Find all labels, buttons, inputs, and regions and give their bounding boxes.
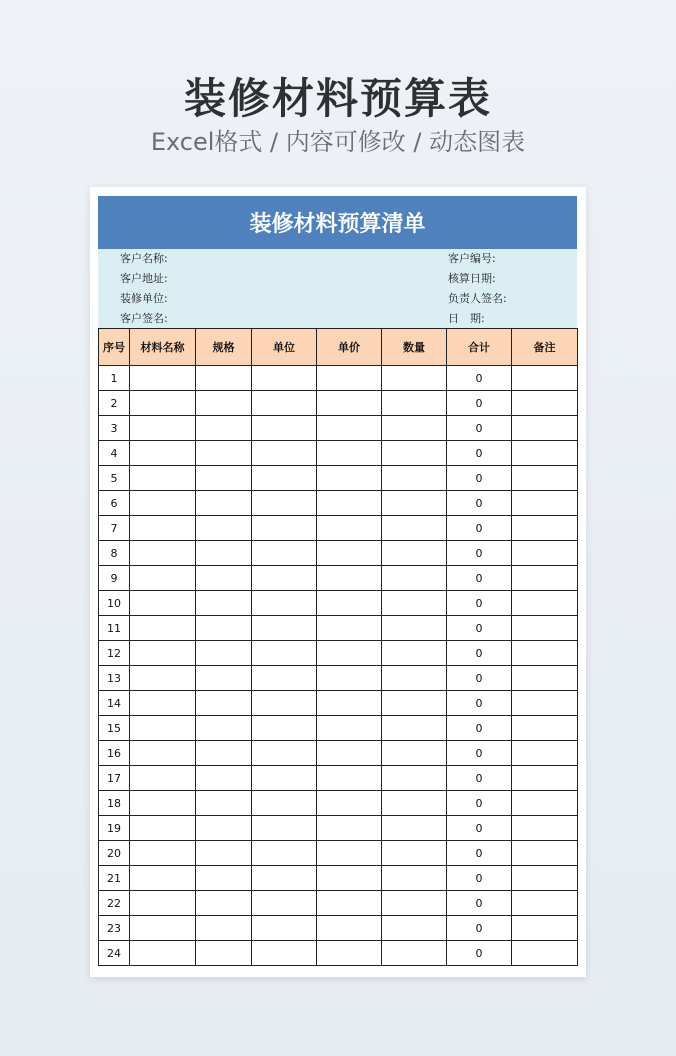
cell-material-name[interactable] [130, 666, 196, 691]
cell-material-name[interactable] [130, 391, 196, 416]
cell-total[interactable]: 0 [447, 541, 512, 566]
cell-total[interactable]: 0 [447, 741, 512, 766]
cell-quantity[interactable] [382, 866, 447, 891]
header-index: 序号 [99, 329, 130, 366]
cell-total[interactable]: 0 [447, 766, 512, 791]
info-row [98, 249, 577, 269]
cell-remarks[interactable] [512, 816, 578, 841]
info-row [98, 289, 577, 309]
header-spec: 规格 [196, 329, 252, 366]
cell-material-name[interactable] [130, 766, 196, 791]
customer-address-label: 客户地址: [120, 272, 168, 285]
cell-material-name[interactable] [130, 941, 196, 966]
cell-unit[interactable] [252, 591, 317, 616]
cell-total[interactable]: 0 [447, 841, 512, 866]
table-row [99, 916, 578, 941]
cell-material-name[interactable] [130, 616, 196, 641]
cell-unit-price[interactable] [317, 766, 382, 791]
cell-unit-price[interactable] [317, 566, 382, 591]
table-row [99, 491, 578, 516]
cell-total[interactable]: 0 [447, 591, 512, 616]
table-row [99, 641, 578, 666]
cell-unit-price[interactable] [317, 941, 382, 966]
cell-index: 1 [99, 366, 130, 391]
cell-unit[interactable] [252, 916, 317, 941]
header-unit: 单位 [252, 329, 317, 366]
cell-unit-price[interactable] [317, 591, 382, 616]
cell-unit-price[interactable] [317, 441, 382, 466]
cell-quantity[interactable] [382, 741, 447, 766]
cell-remarks[interactable] [512, 466, 578, 491]
cell-remarks[interactable] [512, 491, 578, 516]
cell-quantity[interactable] [382, 616, 447, 641]
cell-remarks[interactable] [512, 516, 578, 541]
table-row [99, 466, 578, 491]
cell-index: 7 [99, 516, 130, 541]
cell-spec[interactable] [196, 366, 252, 391]
cell-spec[interactable] [196, 916, 252, 941]
cell-remarks[interactable] [512, 416, 578, 441]
cell-total[interactable]: 0 [447, 391, 512, 416]
table-row [99, 716, 578, 741]
cell-index: 16 [99, 741, 130, 766]
cell-unit[interactable] [252, 641, 317, 666]
cell-spec[interactable] [196, 516, 252, 541]
cell-remarks[interactable] [512, 541, 578, 566]
cell-unit[interactable] [252, 541, 317, 566]
cell-unit-price[interactable] [317, 666, 382, 691]
cell-quantity[interactable] [382, 691, 447, 716]
cell-unit[interactable] [252, 741, 317, 766]
cell-unit-price[interactable] [317, 616, 382, 641]
table-row [99, 866, 578, 891]
cell-quantity[interactable] [382, 516, 447, 541]
cell-material-name[interactable] [130, 541, 196, 566]
cell-unit-price[interactable] [317, 866, 382, 891]
cell-material-name[interactable] [130, 891, 196, 916]
cell-quantity[interactable] [382, 566, 447, 591]
cell-unit-price[interactable] [317, 541, 382, 566]
cell-unit[interactable] [252, 716, 317, 741]
cell-remarks[interactable] [512, 591, 578, 616]
cell-total[interactable]: 0 [447, 466, 512, 491]
cell-quantity[interactable] [382, 466, 447, 491]
cell-unit-price[interactable] [317, 416, 382, 441]
cell-unit[interactable] [252, 866, 317, 891]
cell-unit-price[interactable] [317, 716, 382, 741]
header-unit-price: 单价 [317, 329, 382, 366]
cell-index: 5 [99, 466, 130, 491]
table-row [99, 616, 578, 641]
cell-remarks[interactable] [512, 741, 578, 766]
cell-total[interactable]: 0 [447, 366, 512, 391]
accounting-date-label: 核算日期: [448, 272, 496, 285]
cell-unit[interactable] [252, 616, 317, 641]
cell-unit[interactable] [252, 441, 317, 466]
cell-index: 13 [99, 666, 130, 691]
header-total: 合计 [447, 329, 512, 366]
cell-index: 21 [99, 866, 130, 891]
cell-total[interactable]: 0 [447, 566, 512, 591]
cell-total[interactable]: 0 [447, 716, 512, 741]
cell-unit-price[interactable] [317, 841, 382, 866]
cell-total[interactable]: 0 [447, 916, 512, 941]
cell-total[interactable]: 0 [447, 616, 512, 641]
cell-material-name[interactable] [130, 566, 196, 591]
cell-index: 11 [99, 616, 130, 641]
cell-remarks[interactable] [512, 441, 578, 466]
cell-remarks[interactable] [512, 666, 578, 691]
cell-remarks[interactable] [512, 891, 578, 916]
cell-unit-price[interactable] [317, 916, 382, 941]
info-row [98, 309, 577, 329]
table-row [99, 566, 578, 591]
cell-unit[interactable] [252, 366, 317, 391]
cell-unit-price[interactable] [317, 366, 382, 391]
cell-material-name[interactable] [130, 866, 196, 891]
cell-spec[interactable] [196, 541, 252, 566]
cell-unit-price[interactable] [317, 391, 382, 416]
cell-quantity[interactable] [382, 716, 447, 741]
cell-remarks[interactable] [512, 366, 578, 391]
cell-total[interactable]: 0 [447, 691, 512, 716]
cell-unit[interactable] [252, 466, 317, 491]
cell-unit[interactable] [252, 766, 317, 791]
cell-spec[interactable] [196, 691, 252, 716]
cell-quantity[interactable] [382, 916, 447, 941]
cell-material-name[interactable] [130, 916, 196, 941]
cell-remarks[interactable] [512, 641, 578, 666]
table-row [99, 891, 578, 916]
cell-index: 8 [99, 541, 130, 566]
cell-spec[interactable] [196, 766, 252, 791]
cell-remarks[interactable] [512, 566, 578, 591]
cell-material-name[interactable] [130, 591, 196, 616]
cell-material-name[interactable] [130, 841, 196, 866]
cell-index: 19 [99, 816, 130, 841]
cell-material-name[interactable] [130, 716, 196, 741]
table-row [99, 516, 578, 541]
table-row [99, 816, 578, 841]
cell-index: 18 [99, 791, 130, 816]
cell-spec[interactable] [196, 941, 252, 966]
cell-index: 12 [99, 641, 130, 666]
cell-remarks[interactable] [512, 791, 578, 816]
cell-remarks[interactable] [512, 841, 578, 866]
cell-index: 17 [99, 766, 130, 791]
cell-unit[interactable] [252, 666, 317, 691]
customer-signature-label: 客户签名: [120, 312, 168, 325]
cell-spec[interactable] [196, 416, 252, 441]
cell-material-name[interactable] [130, 366, 196, 391]
cell-remarks[interactable] [512, 766, 578, 791]
cell-unit[interactable] [252, 691, 317, 716]
cell-spec[interactable] [196, 491, 252, 516]
cell-index: 22 [99, 891, 130, 916]
cell-total[interactable]: 0 [447, 941, 512, 966]
cell-total[interactable]: 0 [447, 866, 512, 891]
cell-material-name[interactable] [130, 691, 196, 716]
cell-quantity[interactable] [382, 766, 447, 791]
budget-table [98, 328, 578, 966]
cell-unit[interactable] [252, 416, 317, 441]
cell-quantity[interactable] [382, 841, 447, 866]
cell-index: 20 [99, 841, 130, 866]
cell-remarks[interactable] [512, 691, 578, 716]
table-row [99, 691, 578, 716]
cell-unit[interactable] [252, 516, 317, 541]
cell-unit[interactable] [252, 816, 317, 841]
table-row [99, 791, 578, 816]
table-row [99, 666, 578, 691]
cell-quantity[interactable] [382, 441, 447, 466]
cell-total[interactable]: 0 [447, 441, 512, 466]
cell-spec[interactable] [196, 441, 252, 466]
cell-remarks[interactable] [512, 616, 578, 641]
cell-remarks[interactable] [512, 941, 578, 966]
cell-quantity[interactable] [382, 791, 447, 816]
cell-spec[interactable] [196, 466, 252, 491]
info-row [98, 269, 577, 289]
cell-unit-price[interactable] [317, 891, 382, 916]
spreadsheet-preview [90, 187, 586, 977]
cell-unit[interactable] [252, 891, 317, 916]
cell-material-name[interactable] [130, 416, 196, 441]
table-row [99, 766, 578, 791]
cell-quantity[interactable] [382, 391, 447, 416]
cell-unit-price[interactable] [317, 791, 382, 816]
cell-quantity[interactable] [382, 891, 447, 916]
cell-spec[interactable] [196, 666, 252, 691]
cell-total[interactable]: 0 [447, 491, 512, 516]
customer-id-label: 客户编号: [448, 252, 496, 265]
page-title: 装修材料预算表 [183, 74, 492, 123]
cell-index: 9 [99, 566, 130, 591]
cell-material-name[interactable] [130, 816, 196, 841]
page-subtitle: Excel格式 / 内容可修改 / 动态图表 [150, 128, 526, 156]
cell-material-name[interactable] [130, 466, 196, 491]
cell-spec[interactable] [196, 741, 252, 766]
table-row [99, 391, 578, 416]
cell-remarks[interactable] [512, 391, 578, 416]
cell-quantity[interactable] [382, 491, 447, 516]
cell-spec[interactable] [196, 891, 252, 916]
cell-spec[interactable] [196, 616, 252, 641]
table-header-row [99, 329, 578, 366]
cell-material-name[interactable] [130, 491, 196, 516]
cell-total[interactable]: 0 [447, 891, 512, 916]
cell-index: 14 [99, 691, 130, 716]
cell-quantity[interactable] [382, 366, 447, 391]
cell-index: 3 [99, 416, 130, 441]
cell-unit[interactable] [252, 841, 317, 866]
cell-material-name[interactable] [130, 441, 196, 466]
cell-spec[interactable] [196, 566, 252, 591]
cell-quantity[interactable] [382, 591, 447, 616]
cell-remarks[interactable] [512, 716, 578, 741]
date-label: 日 期: [448, 312, 485, 325]
table-row [99, 416, 578, 441]
cell-unit-price[interactable] [317, 691, 382, 716]
table-row [99, 841, 578, 866]
cell-material-name[interactable] [130, 641, 196, 666]
table-row [99, 541, 578, 566]
table-row [99, 441, 578, 466]
cell-material-name[interactable] [130, 516, 196, 541]
cell-index: 2 [99, 391, 130, 416]
cell-spec[interactable] [196, 816, 252, 841]
sheet-title: 装修材料预算清单 [98, 196, 577, 249]
cell-quantity[interactable] [382, 941, 447, 966]
cell-unit-price[interactable] [317, 466, 382, 491]
cell-unit[interactable] [252, 791, 317, 816]
customer-name-label: 客户名称: [120, 252, 168, 265]
cell-spec[interactable] [196, 591, 252, 616]
cell-spec[interactable] [196, 866, 252, 891]
table-row [99, 591, 578, 616]
cell-spec[interactable] [196, 716, 252, 741]
cell-total[interactable]: 0 [447, 816, 512, 841]
table-row [99, 366, 578, 391]
cell-index: 24 [99, 941, 130, 966]
cell-total[interactable]: 0 [447, 416, 512, 441]
cell-material-name[interactable] [130, 741, 196, 766]
cell-quantity[interactable] [382, 641, 447, 666]
cell-unit-price[interactable] [317, 516, 382, 541]
cell-total[interactable]: 0 [447, 666, 512, 691]
cell-material-name[interactable] [130, 791, 196, 816]
cell-total[interactable]: 0 [447, 516, 512, 541]
cell-total[interactable]: 0 [447, 641, 512, 666]
cell-index: 4 [99, 441, 130, 466]
header-remarks: 备注 [512, 329, 578, 366]
cell-unit[interactable] [252, 491, 317, 516]
cell-quantity[interactable] [382, 541, 447, 566]
cell-remarks[interactable] [512, 866, 578, 891]
cell-spec[interactable] [196, 391, 252, 416]
cell-index: 23 [99, 916, 130, 941]
cell-total[interactable]: 0 [447, 791, 512, 816]
cell-unit[interactable] [252, 941, 317, 966]
header-material-name: 材料名称 [130, 329, 196, 366]
cell-unit[interactable] [252, 566, 317, 591]
cell-index: 6 [99, 491, 130, 516]
cell-remarks[interactable] [512, 916, 578, 941]
cell-spec[interactable] [196, 841, 252, 866]
cell-spec[interactable] [196, 791, 252, 816]
header-quantity: 数量 [382, 329, 447, 366]
cell-unit-price[interactable] [317, 741, 382, 766]
cell-spec[interactable] [196, 641, 252, 666]
decoration-company-label: 装修单位: [120, 292, 168, 305]
cell-index: 10 [99, 591, 130, 616]
cell-quantity[interactable] [382, 416, 447, 441]
manager-signature-label: 负责人签名: [448, 292, 507, 305]
cell-unit[interactable] [252, 391, 317, 416]
customer-info-section [98, 249, 577, 329]
cell-unit-price[interactable] [317, 491, 382, 516]
cell-quantity[interactable] [382, 666, 447, 691]
cell-quantity[interactable] [382, 816, 447, 841]
cell-index: 15 [99, 716, 130, 741]
cell-unit-price[interactable] [317, 641, 382, 666]
cell-unit-price[interactable] [317, 816, 382, 841]
table-row [99, 741, 578, 766]
table-row [99, 941, 578, 966]
